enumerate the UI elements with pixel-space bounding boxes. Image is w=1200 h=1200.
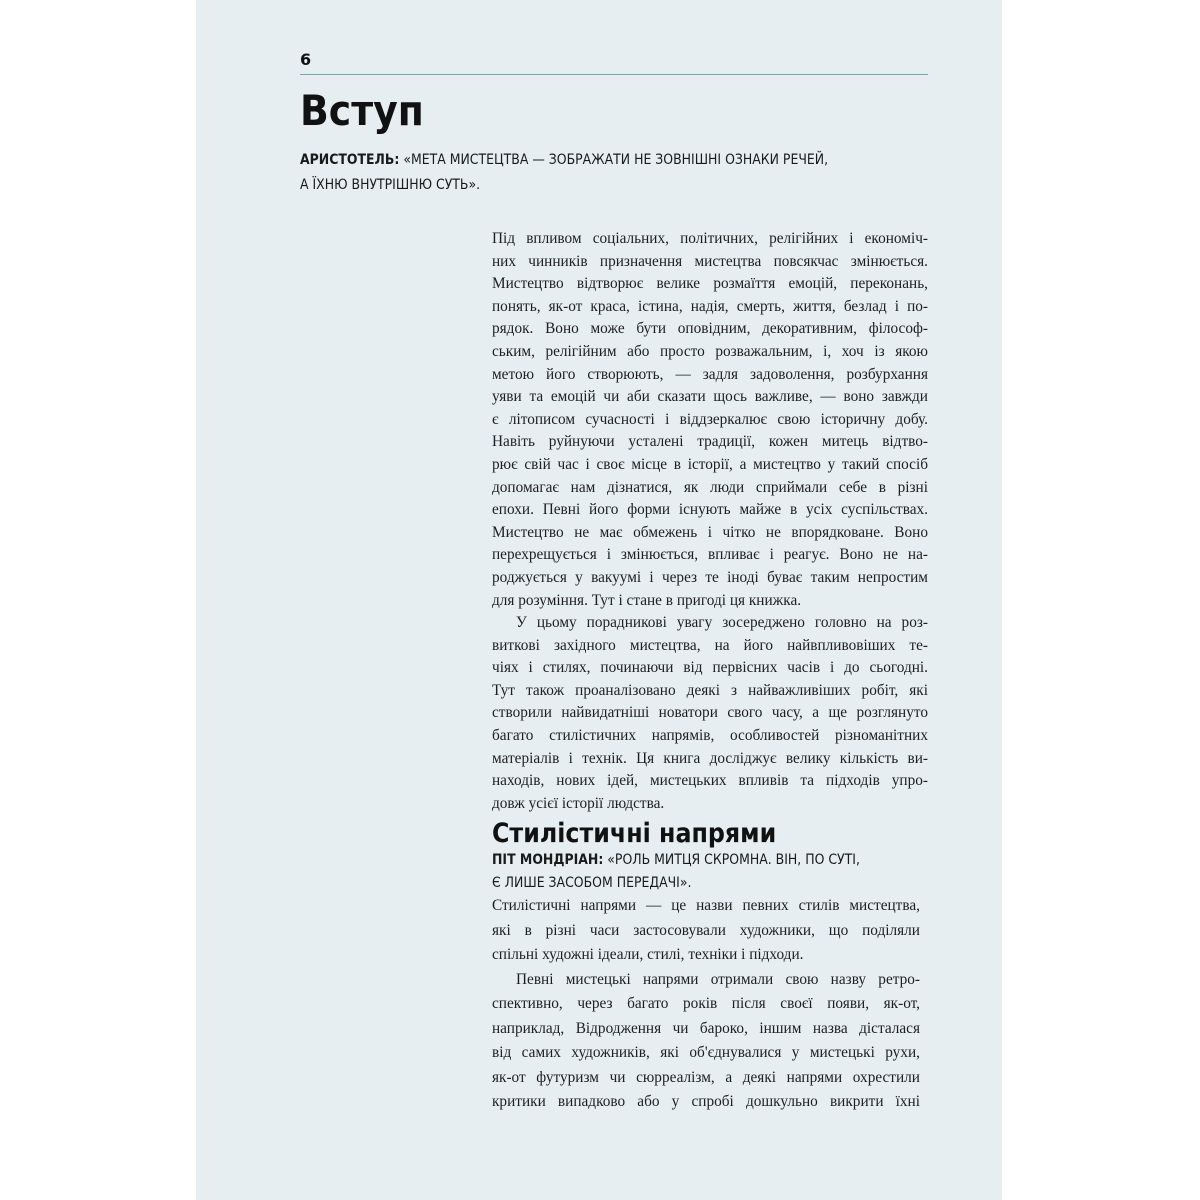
intro-line: Тут також проаналізовано деякі з найважливіших робіт, які: [492, 681, 928, 699]
intro-line: рядок. Воно може бути оповідним, декоративним, філософ-: [492, 320, 928, 338]
intro-line: ським, релігійним або просто розважальним, і, хоч із якою: [492, 342, 928, 360]
intro-line: є літописом сучасності і віддзеркалює свою історичну добу.: [492, 410, 928, 428]
intro-line: Мистецтво не має обмежень і чітко не впорядковане. Воно: [492, 523, 928, 541]
intro-quote-line-1: [300, 148, 850, 173]
intro-line: багато стилістичних напрямів, особливостей різноманітних: [492, 727, 928, 745]
intro-line: для розуміння. Тут і стане в пригоді ця книжка.: [492, 591, 802, 609]
intro-line: У цьому порадникові увагу зосереджено головно на роз-: [516, 614, 928, 632]
intro-quote: [300, 148, 850, 198]
styles-heading: Стилістичні напрями: [492, 818, 777, 849]
intro-quote-author: АРИСТОТЕЛЬ:: [300, 152, 400, 168]
styles-line: наприклад, Відродження чи бароко, іншим назва дісталася: [492, 1019, 920, 1037]
intro-line: чіях і стилях, починаючи від первісних часів і до сьогодні.: [492, 659, 928, 677]
styles-line: які в різні часи застосовували художники, що поділяли: [492, 921, 920, 939]
intro-line: допомагає нам дізнатися, як люди сприймали себе в різні: [492, 478, 928, 496]
styles-quote-text-1: «РОЛЬ МИТЦЯ СКРОМНА. ВІН, ПО СУТІ,: [607, 852, 860, 868]
intro-line: них чинників призначення мистецтва повсякчас змінюється.: [492, 252, 928, 270]
book-page: [196, 0, 1002, 1200]
styles-line: спективно, через багато років після своєї появи, як-от,: [492, 995, 920, 1012]
intro-line: Під впливом соціальних, політичних, релігійних і економіч-: [492, 230, 928, 247]
header-rule: [300, 74, 928, 75]
page-number: 6: [300, 50, 312, 69]
intro-line: находів, нових ідей, мистецьких впливів та підходів упро-: [492, 772, 928, 790]
intro-line: роджується у вакуумі і через те іноді буває таким непростим: [492, 568, 928, 586]
intro-line: Мистецтво відтворює велике розмаїття емоцій, переконань,: [492, 275, 928, 293]
styles-quote: [492, 849, 1042, 895]
intro-body: [492, 228, 928, 815]
intro-quote-text-1: «МЕТА МИСТЕЦТВА — ЗОБРАЖАТИ НЕ ЗОВНІШНІ ОЗНАКИ РЕЧЕЙ,: [403, 152, 829, 168]
intro-line: створили найвидатніші новатори свого часу, а ще розглянуто: [492, 704, 928, 722]
styles-line: як-от футуризм чи сюрреалізм, а деякі напрями охрестили: [492, 1068, 920, 1086]
styles-quote-line-1: [492, 849, 1042, 872]
intro-line: уяви та емоцій чи аби сказати щось важливе, — воно завжди: [492, 388, 928, 406]
styles-line: Стилістичні напрями — це назви певних стилів мистецтва,: [492, 897, 920, 914]
intro-line: метою його створюють, — задля задоволення, розбурхання: [492, 365, 928, 383]
styles-line: критики випадково або у спробі дошкульно викрити їхні: [492, 1093, 920, 1110]
intro-line: перехрещується і змінюється, впливає і реагує. Воно не на-: [492, 546, 928, 564]
styles-quote-line-2: Є ЛИШЕ ЗАСОБОМ ПЕРЕДАЧІ».: [492, 875, 692, 891]
intro-line: матеріалів і технік. Ця книга досліджує велику кількість ви-: [492, 749, 928, 767]
intro-line: виткові західного мистецтва, на його найвпливовіших те-: [492, 636, 928, 654]
styles-line: Певні мистецькі напрями отримали свою назву ретро-: [516, 970, 920, 988]
styles-quote-author: ПІТ МОНДРІАН:: [492, 852, 604, 868]
intro-line: понять, як-от краса, істина, надія, смерть, життя, безлад і по-: [492, 297, 928, 315]
intro-line: рює свій час і своє місце в історії, а мистецтво у такий спосіб: [492, 455, 928, 473]
intro-heading: Вступ: [300, 86, 424, 135]
styles-body: [492, 894, 920, 1115]
styles-line: від самих художників, які об'єднувалися у мистецькі рухи,: [492, 1044, 920, 1061]
intro-line: епохи. Певні його форми існують майже в усіх суспільствах.: [492, 501, 928, 519]
styles-line: спільні художні ідеали, стилі, техніки і підходи.: [492, 946, 804, 963]
intro-line: довж усієї історії людства.: [492, 794, 665, 812]
intro-quote-line-2: А ЇХНЮ ВНУТРІШНЮ СУТЬ».: [300, 177, 481, 193]
intro-line: Навіть руйнуючи усталені традиції, кожен митець відтво-: [492, 433, 928, 451]
